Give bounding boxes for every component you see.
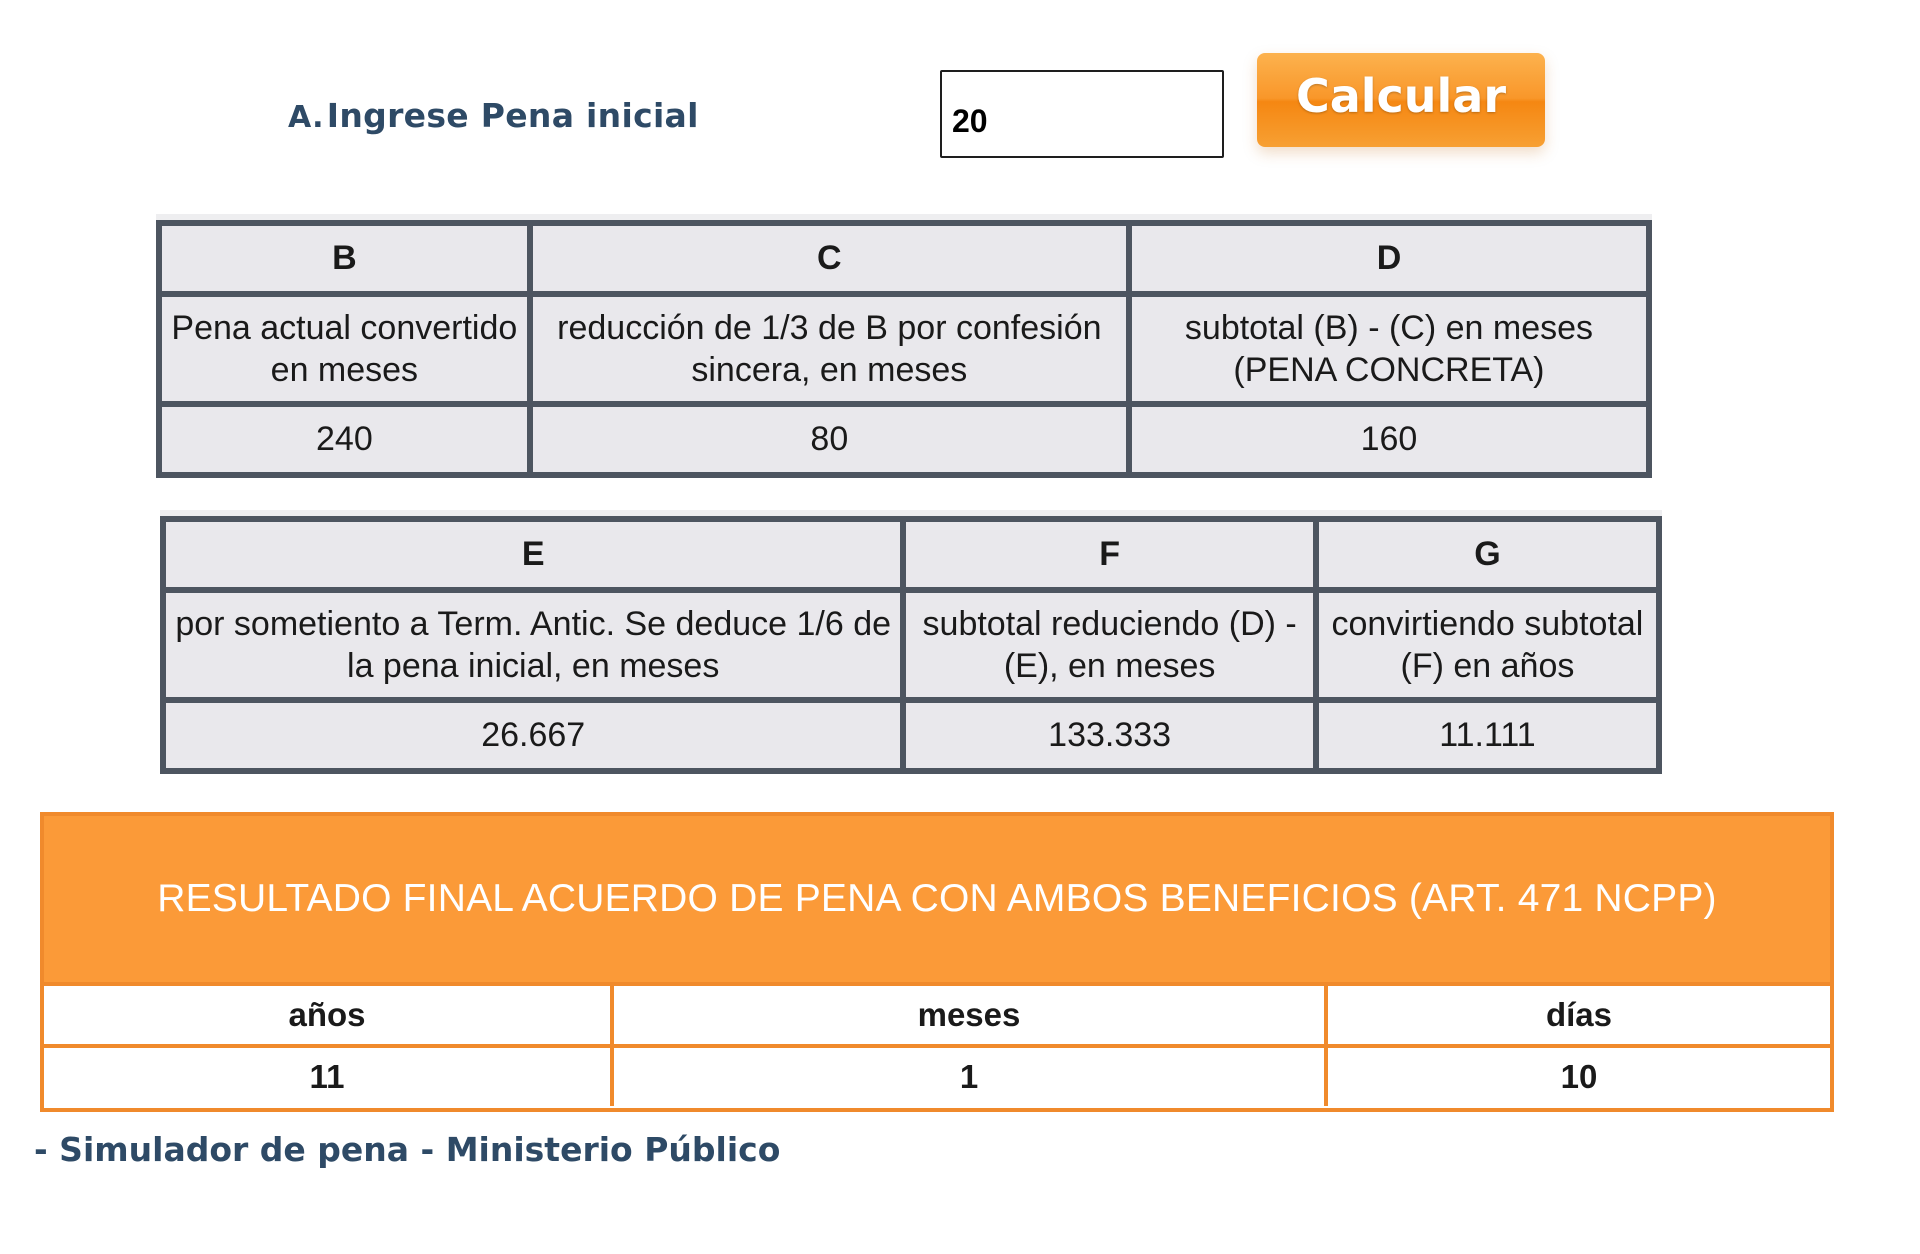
- table-description-row: [159, 294, 1649, 405]
- description-b: Pena actual convertido en meses: [159, 294, 530, 405]
- result-title: RESULTADO FINAL ACUERDO DE PENA CON AMBOS BENEFICIOS (ART. 471 NCPP): [44, 816, 1830, 986]
- description-f: subtotal reduciendo (D) - (E), en meses: [903, 590, 1316, 701]
- value-e: 26.667: [163, 700, 903, 771]
- table-e-f-g: [160, 516, 1662, 774]
- table-description-row: [163, 590, 1659, 701]
- column-letter-d: D: [1129, 223, 1649, 294]
- result-value-meses: 1: [612, 1046, 1326, 1106]
- pena-inicial-label: [288, 96, 699, 135]
- result-header-meses: meses: [612, 986, 1326, 1046]
- description-g: convirtiendo subtotal (F) en años: [1316, 590, 1659, 701]
- label-prefix: A.: [288, 100, 324, 135]
- calcular-button[interactable]: Calcular: [1257, 53, 1545, 147]
- pena-inicial-input[interactable]: [940, 70, 1224, 158]
- result-value-dias: 10: [1326, 1046, 1830, 1106]
- description-d: subtotal (B) - (C) en meses (PENA CONCRETA): [1129, 294, 1649, 405]
- footer-caption: - Simulador de pena - Ministerio Público: [34, 1130, 781, 1169]
- table-header-row: [159, 223, 1649, 294]
- column-letter-b: B: [159, 223, 530, 294]
- result-header-anos: años: [44, 986, 612, 1046]
- result-panel: [40, 812, 1834, 1112]
- result-header-row: [44, 986, 1830, 1046]
- value-f: 133.333: [903, 700, 1316, 771]
- value-g: 11.111: [1316, 700, 1659, 771]
- table-value-row: [159, 404, 1649, 475]
- value-d: 160: [1129, 404, 1649, 475]
- value-c: 80: [530, 404, 1129, 475]
- column-letter-g: G: [1316, 519, 1659, 590]
- result-table: [44, 986, 1830, 1106]
- table-b-c-d: [156, 220, 1652, 478]
- table-value-row: [163, 700, 1659, 771]
- result-value-row: [44, 1046, 1830, 1106]
- description-c: reducción de 1/3 de B por confesión sincera, en meses: [530, 294, 1129, 405]
- column-letter-e: E: [163, 519, 903, 590]
- value-b: 240: [159, 404, 530, 475]
- column-letter-c: C: [530, 223, 1129, 294]
- description-e: por sometiento a Term. Antic. Se deduce 1/6 de la pena inicial, en meses: [163, 590, 903, 701]
- result-header-dias: días: [1326, 986, 1830, 1046]
- column-letter-f: F: [903, 519, 1316, 590]
- result-value-anos: 11: [44, 1046, 612, 1106]
- label-text: Ingrese Pena inicial: [326, 96, 699, 135]
- table-header-row: [163, 519, 1659, 590]
